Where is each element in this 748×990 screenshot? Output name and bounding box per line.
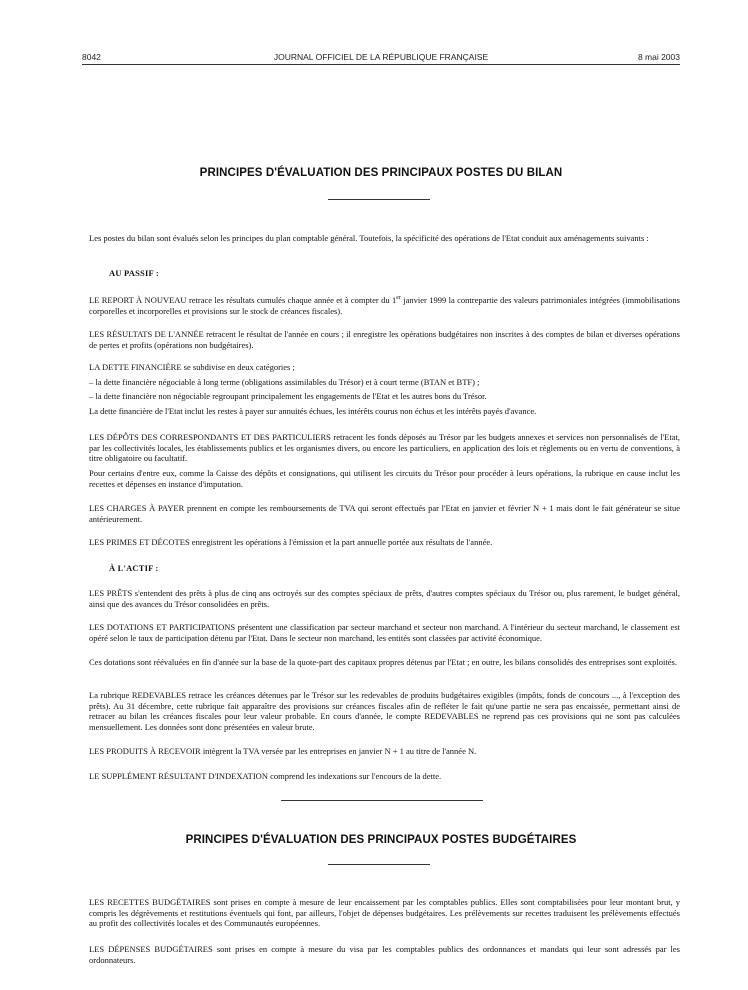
redevables-paragraph: La rubrique REDEVABLES retrace les créances détenues par le Trésor sur les redevables de produits budgétaires exigibles (impôts, fonds de concours ..., à l'exception des prêts). Au 31 décembre, cette rubrique fait apparaître des provisions sur créances fiscales afin de refléter le fait qu'une partie ne sera pas encaissée, permettant ainsi de retracer au bilan les créances fiscales pour leur valeur probable. En cours d'année, le compte REDEVABLES ne reprend pas ces provisions qui ne sont pas calculées mensuellement. Les données sont donc présentées en valeur brute. bbox=[89, 690, 680, 732]
header-rule bbox=[82, 64, 680, 65]
prets-paragraph bbox=[89, 588, 680, 609]
depots-note: Pour certains d'entre eux, comme la Caisse des dépôts et consignations, qui utilisent les circuits du Trésor pour procéder à leurs opérations, la rubrique en cause inclut les recettes et dépenses en instance d'imputation. bbox=[89, 468, 680, 489]
report-sup: er bbox=[396, 295, 401, 302]
dotations-lead: LES DOTATIONS ET PARTICIPATIONS bbox=[89, 622, 236, 632]
report-lead: LE REPORT À NOUVEAU bbox=[89, 295, 187, 305]
primes-lead: LES PRIMES ET DÉCOTES bbox=[89, 537, 190, 547]
recettes-text: sont prises en compte à mesure de leur encaissement par les comptables publics. Elles sont comptabilisées pour leur montant brut, y compris les dégrèvements et restitutions éventuels qui font, par ailleurs, l'objet de dépenses budgétaires. Les prélèvements sur recettes traduisent les prélèvements effectués au profit des collectivités locales et des Communautés européennes. bbox=[89, 897, 680, 928]
supplement-text: comprend les indexations sur l'encours de la dette. bbox=[267, 771, 442, 781]
dette-item-negociable: – la dette financière négociable à long terme (obligations assimilables du Trésor) et à court terme (BTAN et BTF) ; bbox=[89, 377, 480, 387]
produits-lead: LES PRODUITS À RECEVOIR bbox=[89, 746, 201, 756]
section2-title: PRINCIPES D'ÉVALUATION DES PRINCIPAUX POSTES BUDGÉTAIRES bbox=[185, 834, 577, 846]
report-text-b: janvier 1999 la contrepartie des valeurs patrimoniales intégrées (immobilisations corporelles et incorporelles et provisions sur le stock de créances fiscales). bbox=[89, 295, 680, 316]
prets-text: s'entendent des prêts à plus de cinq ans octroyés sur des comptes spéciaux de prêts, d'autres comptes spéciaux du Trésor ou, plus rarement, le budget général, ainsi que des avances du Trésor consolidées en prêts. bbox=[89, 588, 680, 609]
title2-ornament-rule bbox=[328, 864, 430, 865]
section1-title: PRINCIPES D'ÉVALUATION DES PRINCIPAUX POSTES DU BILAN bbox=[199, 167, 563, 179]
depots-text: retracent les fonds déposés au Trésor par les budgets annexes et services non personnalisés de l'Etat, par les collectivités locales, les établissements publics et les organismes divers, ou encore les particuliers, en application des lois et règlements ou en vertu de conventions, à titre obligatoire ou facultatif. bbox=[89, 432, 680, 463]
charges-paragraph bbox=[89, 503, 680, 524]
resultats-paragraph bbox=[89, 329, 680, 350]
dette-paragraph bbox=[89, 362, 680, 373]
dotations-text: présentent une classification par secteur marchand et secteur non marchand. A l'intérieur du secteur marchand, le classement est opéré selon le taux de participation détenu par l'Etat. Dans le secteur non marchand, les entités sont classées par activité économique. bbox=[89, 622, 680, 643]
supplement-lead: LE SUPPLÉMENT RÉSULTANT D'INDEXATION bbox=[89, 771, 268, 781]
report-text-a: retrace les résultats cumulés chaque année et à compter du 1 bbox=[186, 295, 397, 305]
primes-paragraph bbox=[89, 537, 680, 548]
journal-title: JOURNAL OFFICIEL DE LA RÉPUBLIQUE FRANÇAISE bbox=[273, 52, 489, 62]
produits-text: intègrent la TVA versée par les entreprises en janvier N + 1 au titre de l'année N. bbox=[200, 746, 477, 756]
dotations-note: Ces dotations sont réévaluées en fin d'année sur la base de la quote-part des capitaux propres détenus par l'Etat ; en outre, les bilans consolidés des entreprises sont exploités. bbox=[89, 657, 677, 667]
depots-paragraph bbox=[89, 432, 680, 464]
dette-item-non-negociable: – la dette financière non négociable regroupant principalement les engagements de l'Etat et les autres bons du Trésor. bbox=[89, 391, 487, 401]
depenses-paragraph bbox=[89, 944, 680, 965]
recettes-paragraph bbox=[89, 897, 680, 929]
dotations-paragraph bbox=[89, 622, 680, 643]
dette-note: La dette financière de l'Etat inclut les restes à payer sur annuités échues, les intérêts courus non échus et les intérêts payés d'avance. bbox=[89, 406, 537, 416]
charges-lead: LES CHARGES À PAYER bbox=[89, 503, 185, 513]
intro-paragraph: Les postes du bilan sont évalués selon les principes du plan comptable général. Toutefois, la spécificité des opérations de l'Etat conduit aux aménagements suivants : bbox=[89, 233, 649, 243]
prets-lead: LES PRÊTS bbox=[89, 588, 133, 598]
dette-text: se subdivise en deux catégories ; bbox=[181, 362, 295, 372]
supplement-paragraph bbox=[89, 771, 680, 782]
page-number: 8042 bbox=[82, 52, 101, 62]
actif-heading: À L'ACTIF : bbox=[109, 563, 159, 573]
dette-lead: LA DETTE FINANCIÈRE bbox=[89, 362, 182, 372]
charges-text: prennent en compte les remboursements de TVA qui seront effectués par l'Etat en janvier et février N + 1 mais dont le fait générateur se situe antérieurement. bbox=[89, 503, 680, 524]
resultats-lead: LES RÉSULTATS DE L'ANNÉE bbox=[89, 329, 204, 339]
primes-text: enregistrent les opérations à l'émission et la part annuelle portée aux résultats de l'année. bbox=[189, 537, 493, 547]
issue-date: 8 mai 2003 bbox=[637, 52, 680, 62]
passif-heading: AU PASSIF : bbox=[109, 268, 159, 278]
title-ornament-rule bbox=[328, 199, 430, 200]
resultats-text: retracent le résultat de l'année en cours ; il enregistre les opérations budgétaires non inscrites à des comptes de bilan et diverses opérations de pertes et profits (opérations non budgétaires). bbox=[89, 329, 680, 350]
page-header bbox=[82, 52, 680, 64]
produits-paragraph bbox=[89, 746, 680, 757]
recettes-lead: LES RECETTES BUDGÉTAIRES bbox=[89, 897, 211, 907]
report-paragraph bbox=[89, 295, 680, 316]
section-separator-rule bbox=[281, 800, 483, 801]
depots-lead: LES DÉPÔTS DES CORRESPONDANTS ET DES PARTICULIERS bbox=[89, 432, 331, 442]
depenses-lead: LES DÉPENSES BUDGÉTAIRES bbox=[89, 944, 213, 954]
depenses-text: sont prises en compte à mesure du visa par les comptables publics des ordonnances et mandats qui leur sont adressés par les ordonnateurs. bbox=[89, 944, 680, 965]
